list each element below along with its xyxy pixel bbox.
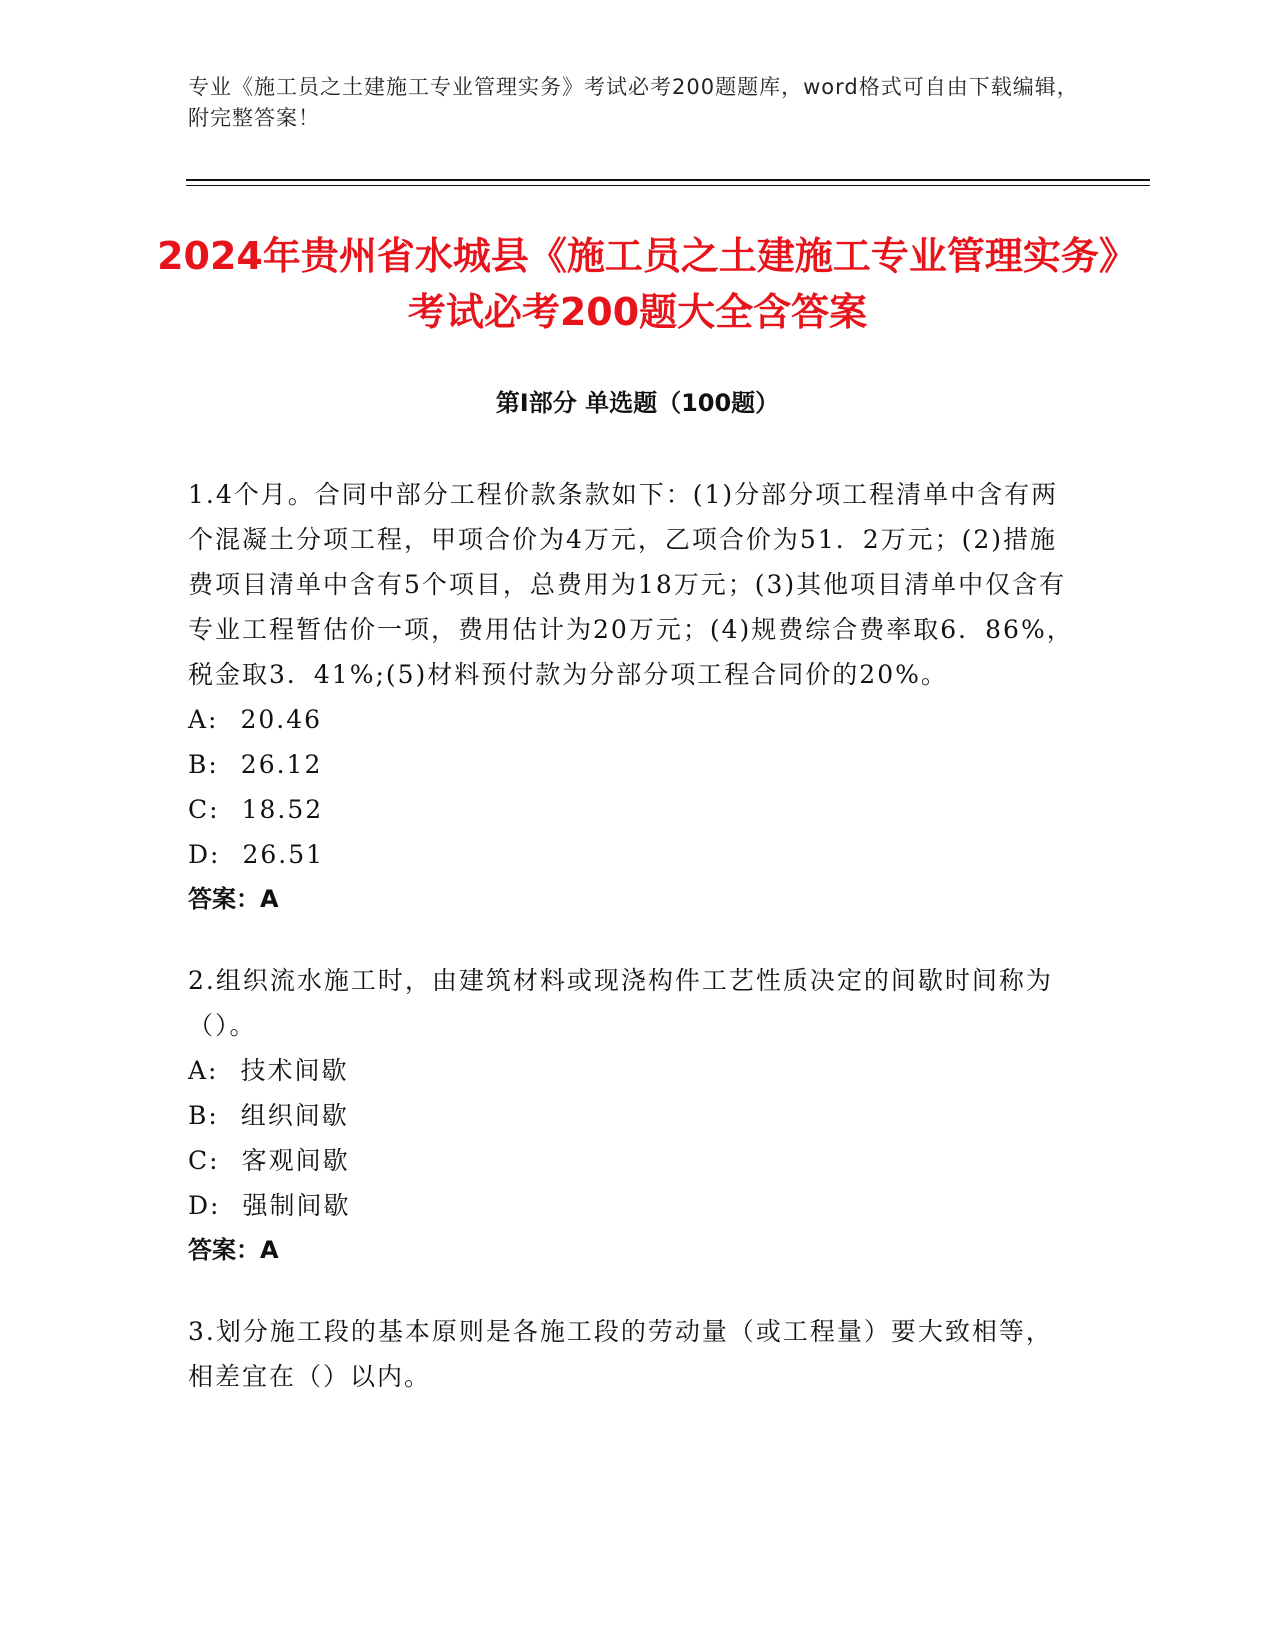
option-text: 客观间歇 — [241, 1146, 350, 1175]
question-list — [188, 472, 1078, 1435]
option-key: C: — [188, 795, 220, 824]
question-stem: 1.4个月。合同中部分工程价款条款如下：(1)分部分项工程清单中含有两个混凝土分项工程，甲项合价为4万元，乙项合价为51．2万元；(2)措施费项目清单中含有5个项目，总费用为18万元；(3)其他项目清单中仅含有专业工程暂估价一项，费用估计为20万元；(4)规费综合费率取6．86%，税金取3．41%;(5)材料预付款为分部分项工程合同价的20%。 — [188, 480, 1074, 689]
answer: 答案：A — [188, 1236, 279, 1264]
option-key: A: — [188, 705, 219, 734]
answer: 答案：A — [188, 885, 279, 913]
option-text: 技术间歇 — [240, 1056, 349, 1085]
option-text: 26.12 — [240, 750, 323, 779]
option-b — [188, 1093, 1078, 1138]
option-key: D: — [188, 840, 221, 869]
option-key: B: — [188, 750, 219, 779]
option-d — [188, 832, 1078, 877]
header-divider-thick — [186, 179, 1150, 181]
option-text: 组织间歇 — [240, 1101, 349, 1130]
option-key: B: — [188, 1101, 219, 1130]
option-text: 20.46 — [240, 705, 323, 734]
option-b — [188, 742, 1078, 787]
header-note: 专业《施工员之土建施工专业管理实务》考试必考200题题库，word格式可自由下载编辑，附完整答案！ — [188, 75, 1079, 130]
option-a — [188, 697, 1078, 742]
option-c — [188, 787, 1078, 832]
question-3 — [188, 1309, 1078, 1399]
option-text: 18.52 — [241, 795, 324, 824]
option-text: 强制间歇 — [242, 1191, 351, 1220]
option-key: D: — [188, 1191, 221, 1220]
question-stem: 3.划分施工段的基本原则是各施工段的劳动量（或工程量）要大致相等，相差宜在（）以内。 — [188, 1317, 1053, 1391]
option-key: A: — [188, 1056, 219, 1085]
question-1 — [188, 472, 1078, 922]
option-c — [188, 1138, 1078, 1183]
section-heading: 第I部分 单选题（100题） — [495, 389, 780, 417]
option-text: 26.51 — [242, 840, 325, 869]
option-key: C: — [188, 1146, 220, 1175]
document-title: 2024年贵州省水城县《施工员之土建施工专业管理实务》考试必考200题大全含答案 — [157, 234, 1118, 334]
option-a — [188, 1048, 1078, 1093]
question-stem: 2.组织流水施工时，由建筑材料或现浇构件工艺性质决定的间歇时间称为（）。 — [188, 966, 1053, 1040]
question-2 — [188, 958, 1078, 1273]
header-divider-thin — [186, 185, 1150, 186]
option-d — [188, 1183, 1078, 1228]
